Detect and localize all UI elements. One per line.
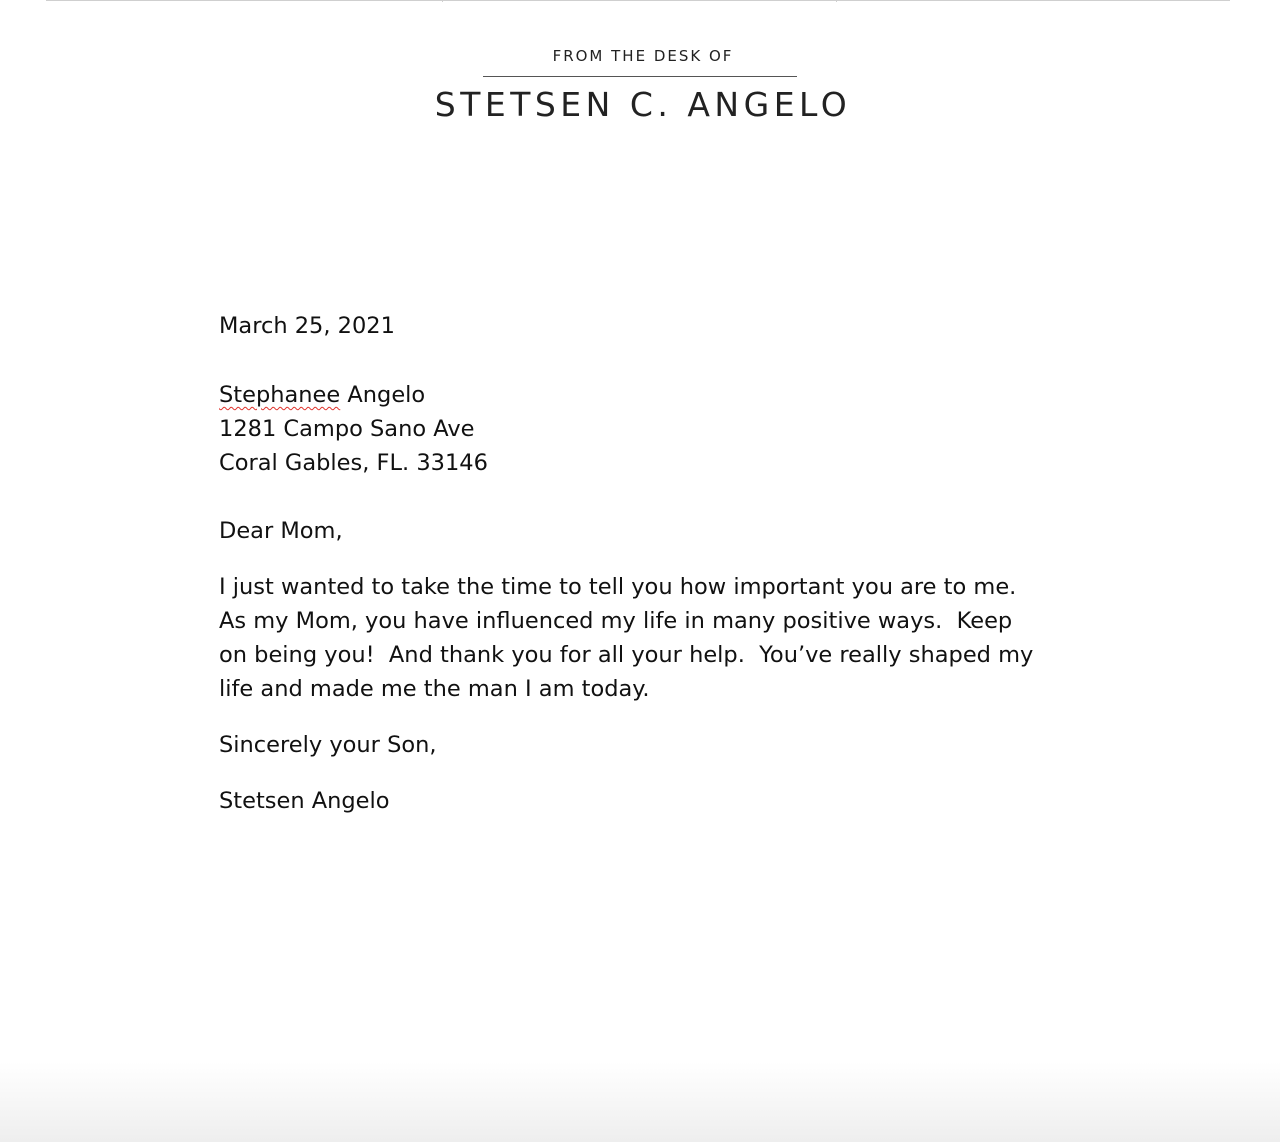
spellcheck-flagged-word[interactable]: Stephanee [219,382,341,408]
ruler-tick [836,0,837,2]
recipient-name-line[interactable] [219,378,1099,412]
letter-date[interactable]: March 25, 2021 [219,313,395,339]
body-line[interactable]: I just wanted to take the time to tell you how important you are to me. [219,574,1017,600]
ruler-tick [442,0,443,2]
signature[interactable]: Stetsen Angelo [219,788,390,814]
letterhead-name: STETSEN C. ANGELO [434,85,852,124]
recipient-street[interactable]: 1281 Campo Sano Ave [219,416,475,442]
top-border-line [46,0,1230,1]
letterhead [0,44,1280,127]
closing[interactable]: Sincerely your Son, [219,732,437,758]
letterhead-subtitle: FROM THE DESK OF [552,47,734,65]
letterhead-divider [483,76,797,77]
body-line[interactable]: As my Mom, you have influenced my life in many positive ways. Keep [219,608,1013,634]
salutation[interactable]: Dear Mom, [219,518,343,544]
body-line[interactable]: life and made me the man I am today. [219,676,650,702]
body-line[interactable]: on being you! And thank you for all your help. You’ve really shaped my [219,642,1034,668]
recipient-city-line[interactable]: Coral Gables, FL. 33146 [219,450,488,476]
recipient-last-name: Angelo [340,382,426,408]
page-bottom-shadow [0,1062,1280,1142]
